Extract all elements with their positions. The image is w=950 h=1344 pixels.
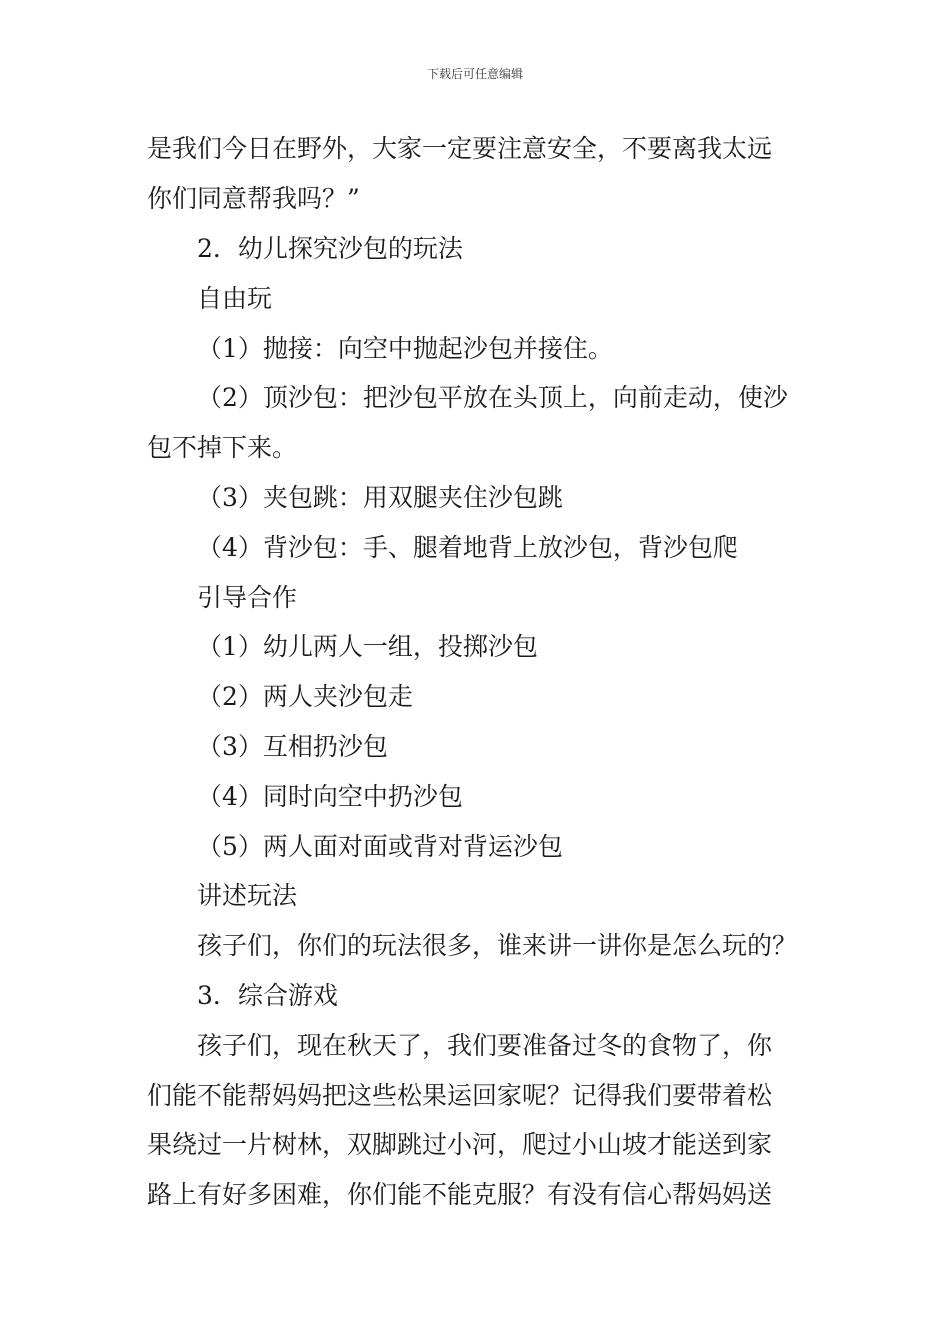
list-item: （2）两人夹沙包走 <box>197 682 413 711</box>
page-header: 下载后可任意编辑 <box>426 67 523 81</box>
list-item: （3）互相扔沙包 <box>197 732 388 761</box>
text-line: 孩子们，你们的玩法很多，谁来讲一讲你是怎么玩的？ <box>197 931 798 960</box>
section-heading: 2．幼儿探究沙包的玩法 <box>197 234 463 263</box>
list-item: （1）幼儿两人一组，投掷沙包 <box>197 632 538 661</box>
list-item: （5）两人面对面或背对背运沙包 <box>197 832 563 861</box>
section-heading: 3．综合游戏 <box>197 981 338 1010</box>
subheading: 讲述玩法 <box>197 881 298 910</box>
text-line: 果绕过一片树林，双脚跳过小河，爬过小山坡才能送到家 <box>147 1130 773 1159</box>
list-item: （1）抛接：向空中抛起沙包并接住。 <box>197 334 613 363</box>
subheading: 自由玩 <box>197 284 273 313</box>
subheading: 引导合作 <box>197 583 298 612</box>
text-line: 你们同意帮我吗？” <box>147 184 360 213</box>
list-item: （2）顶沙包：把沙包平放在头顶上，向前走动，使沙 <box>197 383 788 412</box>
text-line: 是我们今日在野外，大家一定要注意安全，不要离我太远 <box>147 134 773 163</box>
list-item: （3）夹包跳：用双腿夹住沙包跳 <box>197 483 563 512</box>
list-item: （4）同时向空中扔沙包 <box>197 782 463 811</box>
text-line: 们能不能帮妈妈把这些松果运回家呢？记得我们要带着松 <box>147 1081 773 1110</box>
text-line: 路上有好多困难，你们能不能克服？有没有信心帮妈妈送 <box>147 1180 773 1209</box>
list-item: （4）背沙包：手、腿着地背上放沙包，背沙包爬 <box>197 533 738 562</box>
text-line: 包不掉下来。 <box>147 433 298 462</box>
text-line: 孩子们，现在秋天了，我们要准备过冬的食物了，你 <box>197 1031 773 1060</box>
